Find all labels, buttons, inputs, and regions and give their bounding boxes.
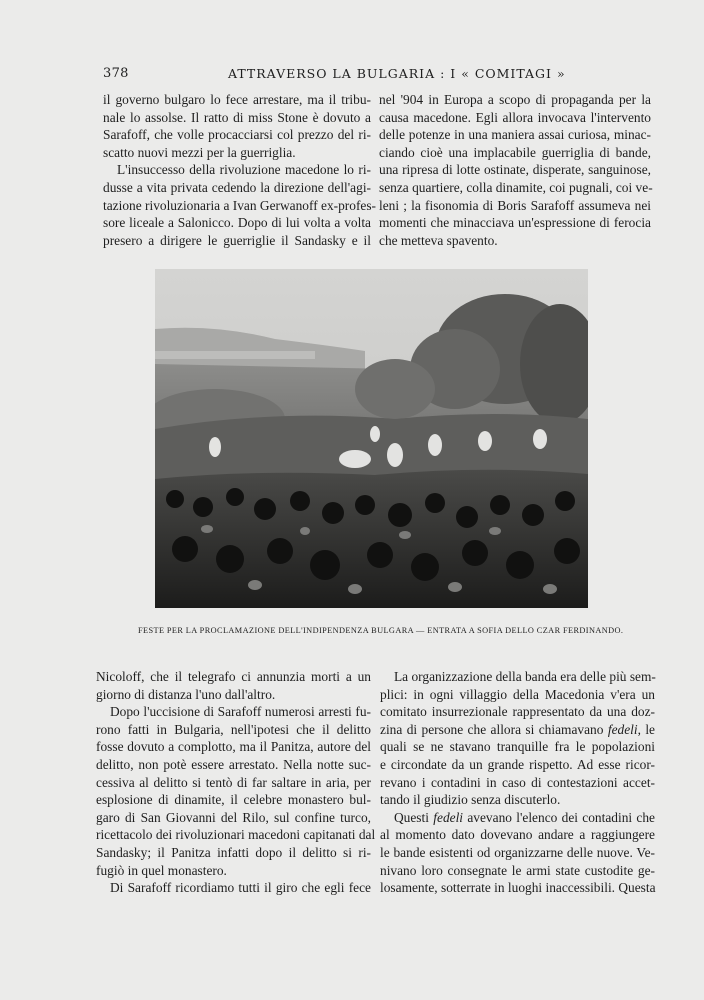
text-line: che metteva spavento. bbox=[379, 232, 498, 248]
text-line: dusse a vita privata cedendo la direzione dell'agi- bbox=[103, 179, 371, 195]
text-line: revano i contadini in caso di contestazioni accet- bbox=[380, 774, 655, 790]
column-bottom-left bbox=[96, 668, 376, 897]
text-segment: zina di persone che allora si chiamavano bbox=[380, 721, 604, 737]
text-line: esplosione di dinamite, il celebre monastero bul- bbox=[96, 792, 371, 808]
text-line: leni ; la fisonomia di Boris Sarafoff assumeva nei bbox=[379, 197, 651, 213]
text-line: momenti che minacciava un'espressione di ferocia bbox=[379, 215, 651, 231]
text-line: Sarafoff, che volle procacciarsi col prezzo del ri- bbox=[103, 127, 371, 143]
text-line: L'insuccesso della rivoluzione macedone lo ri- bbox=[117, 162, 371, 178]
crowd-photograph bbox=[155, 269, 588, 608]
text-line: La organizzazione della banda era delle più sem- bbox=[394, 669, 656, 684]
text-line: Dopo l'uccisione di Sarafoff numerosi arresti fu- bbox=[110, 704, 371, 720]
text-line: scatto nuovi mezzi per la guerriglia. bbox=[103, 144, 296, 160]
paragraph bbox=[380, 668, 655, 809]
text-line: comitato insurrezionale rappresentato da una doz- bbox=[380, 704, 655, 720]
text-line: causa macedone. Egli allora invocava l'intervento bbox=[379, 109, 651, 125]
italic-word: fedeli bbox=[607, 721, 638, 737]
text-line: il governo bulgaro lo fece arrestare, ma il tribu- bbox=[103, 92, 371, 107]
text-line: e circondate da un grande rispetto. Ad esse ricor- bbox=[380, 756, 655, 772]
paragraph bbox=[103, 91, 371, 161]
text-segment: , le bbox=[637, 721, 656, 737]
text-line: giorno di distanza l'uno dall'altro. bbox=[96, 686, 276, 702]
text-line: le bande esistenti od organizzarne delle nuove. Ve- bbox=[380, 844, 655, 860]
text-line: Nicoloff, che il telegrafo ci annunzia morti a un bbox=[96, 669, 371, 684]
text-line: tazione rivoluzionaria a Ivan Gerwanoff ex-profes- bbox=[103, 197, 377, 213]
paragraph bbox=[96, 703, 376, 879]
text-line: nale lo assolse. Il ratto di miss Stone è dovuto a bbox=[103, 109, 371, 125]
text-line: Sandasky; il Panitza infatti dopo il delitto si ri- bbox=[96, 844, 371, 860]
running-head: ATTRAVERSO LA BULGARIA : I « COMITAGI » bbox=[228, 66, 566, 81]
text-line: Di Sarafoff ricordiamo tutti il giro che egli fece bbox=[110, 880, 371, 896]
text-line: senza quartiere, colla dinamite, coi pugnali, coi ve- bbox=[379, 179, 653, 195]
text-line: cessiva al delitto si tentò di far saltare in aria, per bbox=[96, 774, 371, 790]
text-line: fugiò in quel monastero. bbox=[96, 862, 227, 878]
text-line bbox=[380, 809, 655, 827]
paragraph bbox=[103, 161, 377, 249]
text-segment: Questi bbox=[394, 809, 429, 825]
text-line: garo di San Giovanni del Rilo, sul confine turco, bbox=[96, 809, 371, 825]
page-number: 378 bbox=[103, 66, 129, 81]
column-bottom-right bbox=[380, 668, 655, 897]
text-line: delle potenze in una maniera assai curiosa, minac- bbox=[379, 127, 651, 143]
text-line: rono fatti in Bulgaria, nell'ipotesi che il delitto bbox=[96, 721, 371, 737]
text-line: fosse dovuto a complotto, ma il Panitza, autore del bbox=[96, 739, 371, 755]
text-line: losamente, sotterrate in luoghi inaccessibili. Questa bbox=[380, 880, 656, 896]
photo-caption: FESTE PER LA PROCLAMAZIONE DELL'INDIPENDENZA BULGARA — ENTRATA A SOFIA DELLO CZAR FERDINANDO. bbox=[138, 626, 624, 635]
text-line: delitto, non potè essere arrestato. Nella notte suc- bbox=[96, 756, 371, 772]
paragraph bbox=[379, 91, 651, 249]
text-line bbox=[380, 721, 655, 739]
text-line: nel '904 in Europa a scopo di propaganda per la bbox=[379, 92, 651, 107]
photo-image bbox=[155, 269, 588, 608]
paragraph bbox=[380, 809, 655, 897]
text-line: ciando cioè una implacabile guerriglia di bande, bbox=[379, 144, 651, 160]
text-line: ricettacolo dei rivoluzionari macedoni capitanati dal bbox=[96, 827, 376, 843]
text-line: presero a dirigere le guerriglie il Sandasky e il bbox=[103, 232, 371, 248]
text-line: nivano loro consegnate le armi state custodite ge- bbox=[380, 862, 655, 878]
text-line: una ripresa di lotte ostinate, disperate, sanguinose, bbox=[379, 162, 651, 178]
text-segment: avevano l'elenco dei contadini che bbox=[467, 809, 655, 825]
column-top-left bbox=[103, 91, 377, 249]
text-line: al momento dato dovevano andare a raggiungere bbox=[380, 827, 655, 843]
text-line: plici: in ogni villaggio della Macedonia v'era un bbox=[380, 686, 655, 702]
text-line: sore liceale a Salonicco. Dopo di lui volta a volta bbox=[103, 215, 371, 231]
paragraph bbox=[96, 879, 371, 897]
italic-word: fedeli bbox=[433, 809, 464, 825]
text-line: tando il giudizio senza discuterlo. bbox=[380, 792, 561, 808]
paragraph bbox=[96, 668, 371, 703]
text-line: quali se ne stavano tranquille fra le popolazioni bbox=[380, 739, 655, 755]
column-top-right bbox=[379, 91, 651, 249]
